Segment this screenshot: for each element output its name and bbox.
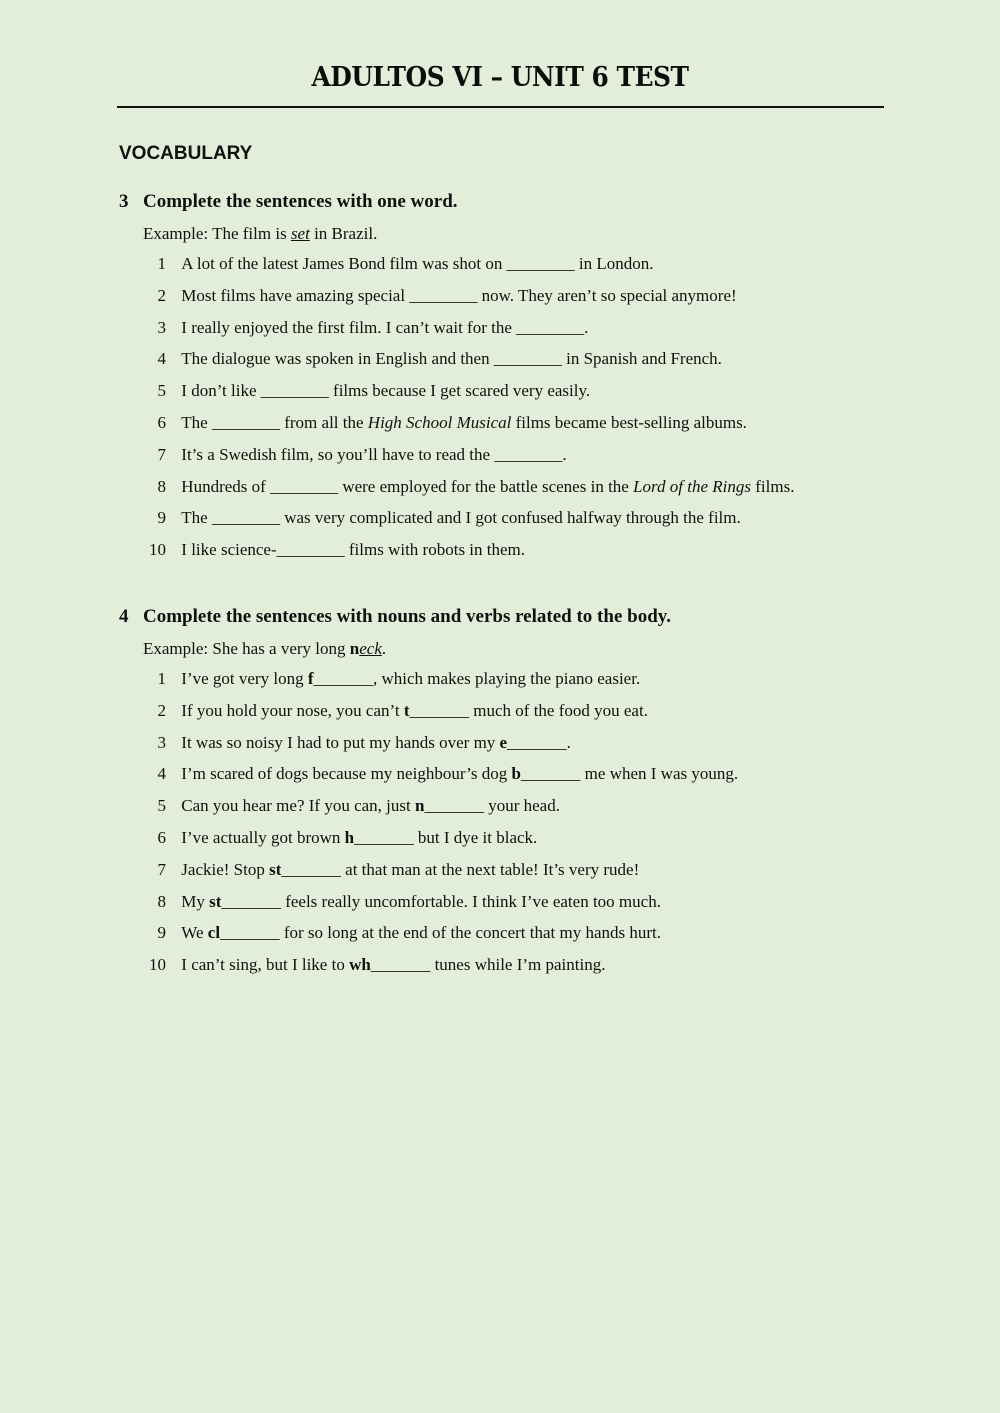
question-number: 10 <box>149 540 166 560</box>
question-number: 3 <box>157 732 166 752</box>
question-number: 10 <box>149 955 166 975</box>
question-item <box>119 922 899 954</box>
example-sentence <box>119 223 899 253</box>
question-text: I don’t like ________ films because I get scared very easily. <box>181 381 591 401</box>
answer-blank[interactable]: _______ <box>370 955 431 975</box>
question-item <box>119 476 899 508</box>
hint-letters: st <box>209 891 222 911</box>
exercise-number: 4 <box>119 606 129 627</box>
question-item <box>119 891 899 923</box>
question-number: 6 <box>157 412 166 432</box>
question-number: 1 <box>157 669 166 688</box>
question-text: We cl_______ for so long at the end of the concert that my hands hurt. <box>181 923 662 943</box>
film-title: High School Musical <box>367 412 512 432</box>
hint-letters: f <box>307 669 314 688</box>
answer-blank[interactable]: ________ <box>211 508 280 528</box>
question-number: 3 <box>157 317 166 337</box>
answer-blank[interactable]: _______ <box>220 923 280 943</box>
question-text: My st_______ feels really uncomfortable. I think I’ve eaten too much. <box>181 891 661 911</box>
hint-letters: st <box>269 859 282 879</box>
question-item <box>119 763 899 795</box>
question-text: Most films have amazing special ________ now. They aren’t so special anymore! <box>181 285 737 305</box>
answer-blank[interactable]: ________ <box>516 317 585 337</box>
example-suffix: . <box>381 639 387 658</box>
answer-blank[interactable]: ________ <box>409 285 478 305</box>
example-suffix: in Brazil. <box>309 224 378 243</box>
question-number: 2 <box>157 285 166 305</box>
example-hint-letter: n <box>349 639 360 658</box>
answer-blank[interactable]: _______ <box>281 859 341 879</box>
question-text: Can you hear me? If you can, just n_______ your head. <box>181 796 560 816</box>
question-item <box>119 317 899 349</box>
exercise-heading <box>119 191 899 223</box>
answer-blank[interactable]: ________ <box>506 254 575 273</box>
answer-blank[interactable]: ________ <box>276 540 345 560</box>
question-item <box>119 253 899 285</box>
question-text: I’ve actually got brown h_______ but I dye it black. <box>181 827 538 847</box>
question-text: It was so noisy I had to put my hands over my e_______. <box>181 732 571 752</box>
question-item <box>119 380 899 412</box>
question-text: If you hold your nose, you can’t t_______ much of the food you eat. <box>181 700 648 720</box>
question-number: 2 <box>157 700 166 720</box>
answer-blank[interactable]: ________ <box>493 349 562 369</box>
answer-blank[interactable]: _______ <box>507 732 567 752</box>
question-text: I really enjoyed the first film. I can’t wait for the ________. <box>181 317 589 337</box>
answer-blank[interactable]: ________ <box>494 444 563 464</box>
question-item <box>119 954 899 986</box>
question-item <box>119 539 899 571</box>
question-item <box>119 412 899 444</box>
hint-letters: wh <box>349 955 371 975</box>
question-text: The ________ from all the High School Musical films became best-selling albums. <box>181 412 747 432</box>
question-number: 5 <box>157 796 166 816</box>
question-text: I can’t sing, but I like to wh_______ tunes while I’m painting. <box>181 955 606 975</box>
film-title: Lord of the Rings <box>633 476 751 496</box>
question-number: 7 <box>157 444 166 464</box>
question-text: It’s a Swedish film, so you’ll have to read the ________. <box>181 444 567 464</box>
question-text: The ________ was very complicated and I got confused halfway through the film. <box>181 508 741 528</box>
question-text: Jackie! Stop st_______ at that man at the next table! It’s very rude! <box>181 859 640 879</box>
exercise-heading <box>119 606 899 638</box>
answer-blank[interactable]: _______ <box>354 827 414 847</box>
exercise-4 <box>119 606 899 986</box>
question-number: 4 <box>157 764 166 784</box>
question-item <box>119 827 899 859</box>
hint-letters: n <box>414 796 425 816</box>
question-item <box>119 444 899 476</box>
exercise-number: 3 <box>119 191 129 212</box>
answer-blank[interactable]: _______ <box>409 700 470 720</box>
example-sentence <box>119 638 899 668</box>
question-text: Hundreds of ________ were employed for the battle scenes in the Lord of the Rings films. <box>181 476 795 496</box>
question-number: 5 <box>157 381 166 401</box>
question-number: 6 <box>157 827 166 847</box>
example-answer: set <box>290 224 310 243</box>
question-number: 9 <box>157 923 166 943</box>
question-item <box>119 348 899 380</box>
section-heading-vocabulary: VOCABULARY <box>119 143 253 164</box>
answer-blank[interactable]: _______ <box>313 669 373 688</box>
question-number: 8 <box>157 891 166 911</box>
hint-letters: h <box>344 827 355 847</box>
answer-blank[interactable]: ________ <box>260 381 329 401</box>
example-answer: eck <box>359 639 382 658</box>
question-number: 4 <box>157 349 166 369</box>
page-title: ADULTOS VI – UNIT 6 TEST <box>311 62 689 93</box>
answer-blank[interactable]: ________ <box>211 412 280 432</box>
question-item <box>119 285 899 317</box>
answer-blank[interactable]: ________ <box>270 476 339 496</box>
question-text: I’ve got very long f_______, which makes playing the piano easier. <box>181 669 641 688</box>
question-number: 1 <box>157 254 166 273</box>
question-item <box>119 732 899 764</box>
hint-letters: cl <box>207 923 221 943</box>
title-divider <box>117 106 884 108</box>
question-number: 7 <box>157 859 166 879</box>
hint-letters: e <box>499 732 508 752</box>
exercise-instruction: Complete the sentences with one word. <box>143 191 458 212</box>
question-item <box>119 700 899 732</box>
question-text: A lot of the latest James Bond film was shot on ________ in London. <box>181 254 654 273</box>
question-text: The dialogue was spoken in English and then ________ in Spanish and French. <box>181 349 722 369</box>
question-item <box>119 668 899 700</box>
question-text: I like science-________ films with robots in them. <box>181 540 526 560</box>
question-text: I’m scared of dogs because my neighbour’s dog b_______ me when I was young. <box>181 764 739 784</box>
example-prefix: Example: She has a very long <box>143 639 350 658</box>
answer-blank[interactable]: _______ <box>520 764 581 784</box>
hint-letters: b <box>511 764 521 784</box>
answer-blank[interactable]: _______ <box>424 796 484 816</box>
answer-blank[interactable]: _______ <box>221 891 281 911</box>
question-item <box>119 507 899 539</box>
question-item <box>119 795 899 827</box>
example-prefix: Example: The film is <box>143 224 291 243</box>
question-item <box>119 859 899 891</box>
exercise-3 <box>119 191 899 571</box>
hint-letters: t <box>403 700 410 720</box>
exercise-instruction: Complete the sentences with nouns and verbs related to the body. <box>143 606 671 627</box>
question-number: 9 <box>157 508 166 528</box>
question-number: 8 <box>157 476 166 496</box>
